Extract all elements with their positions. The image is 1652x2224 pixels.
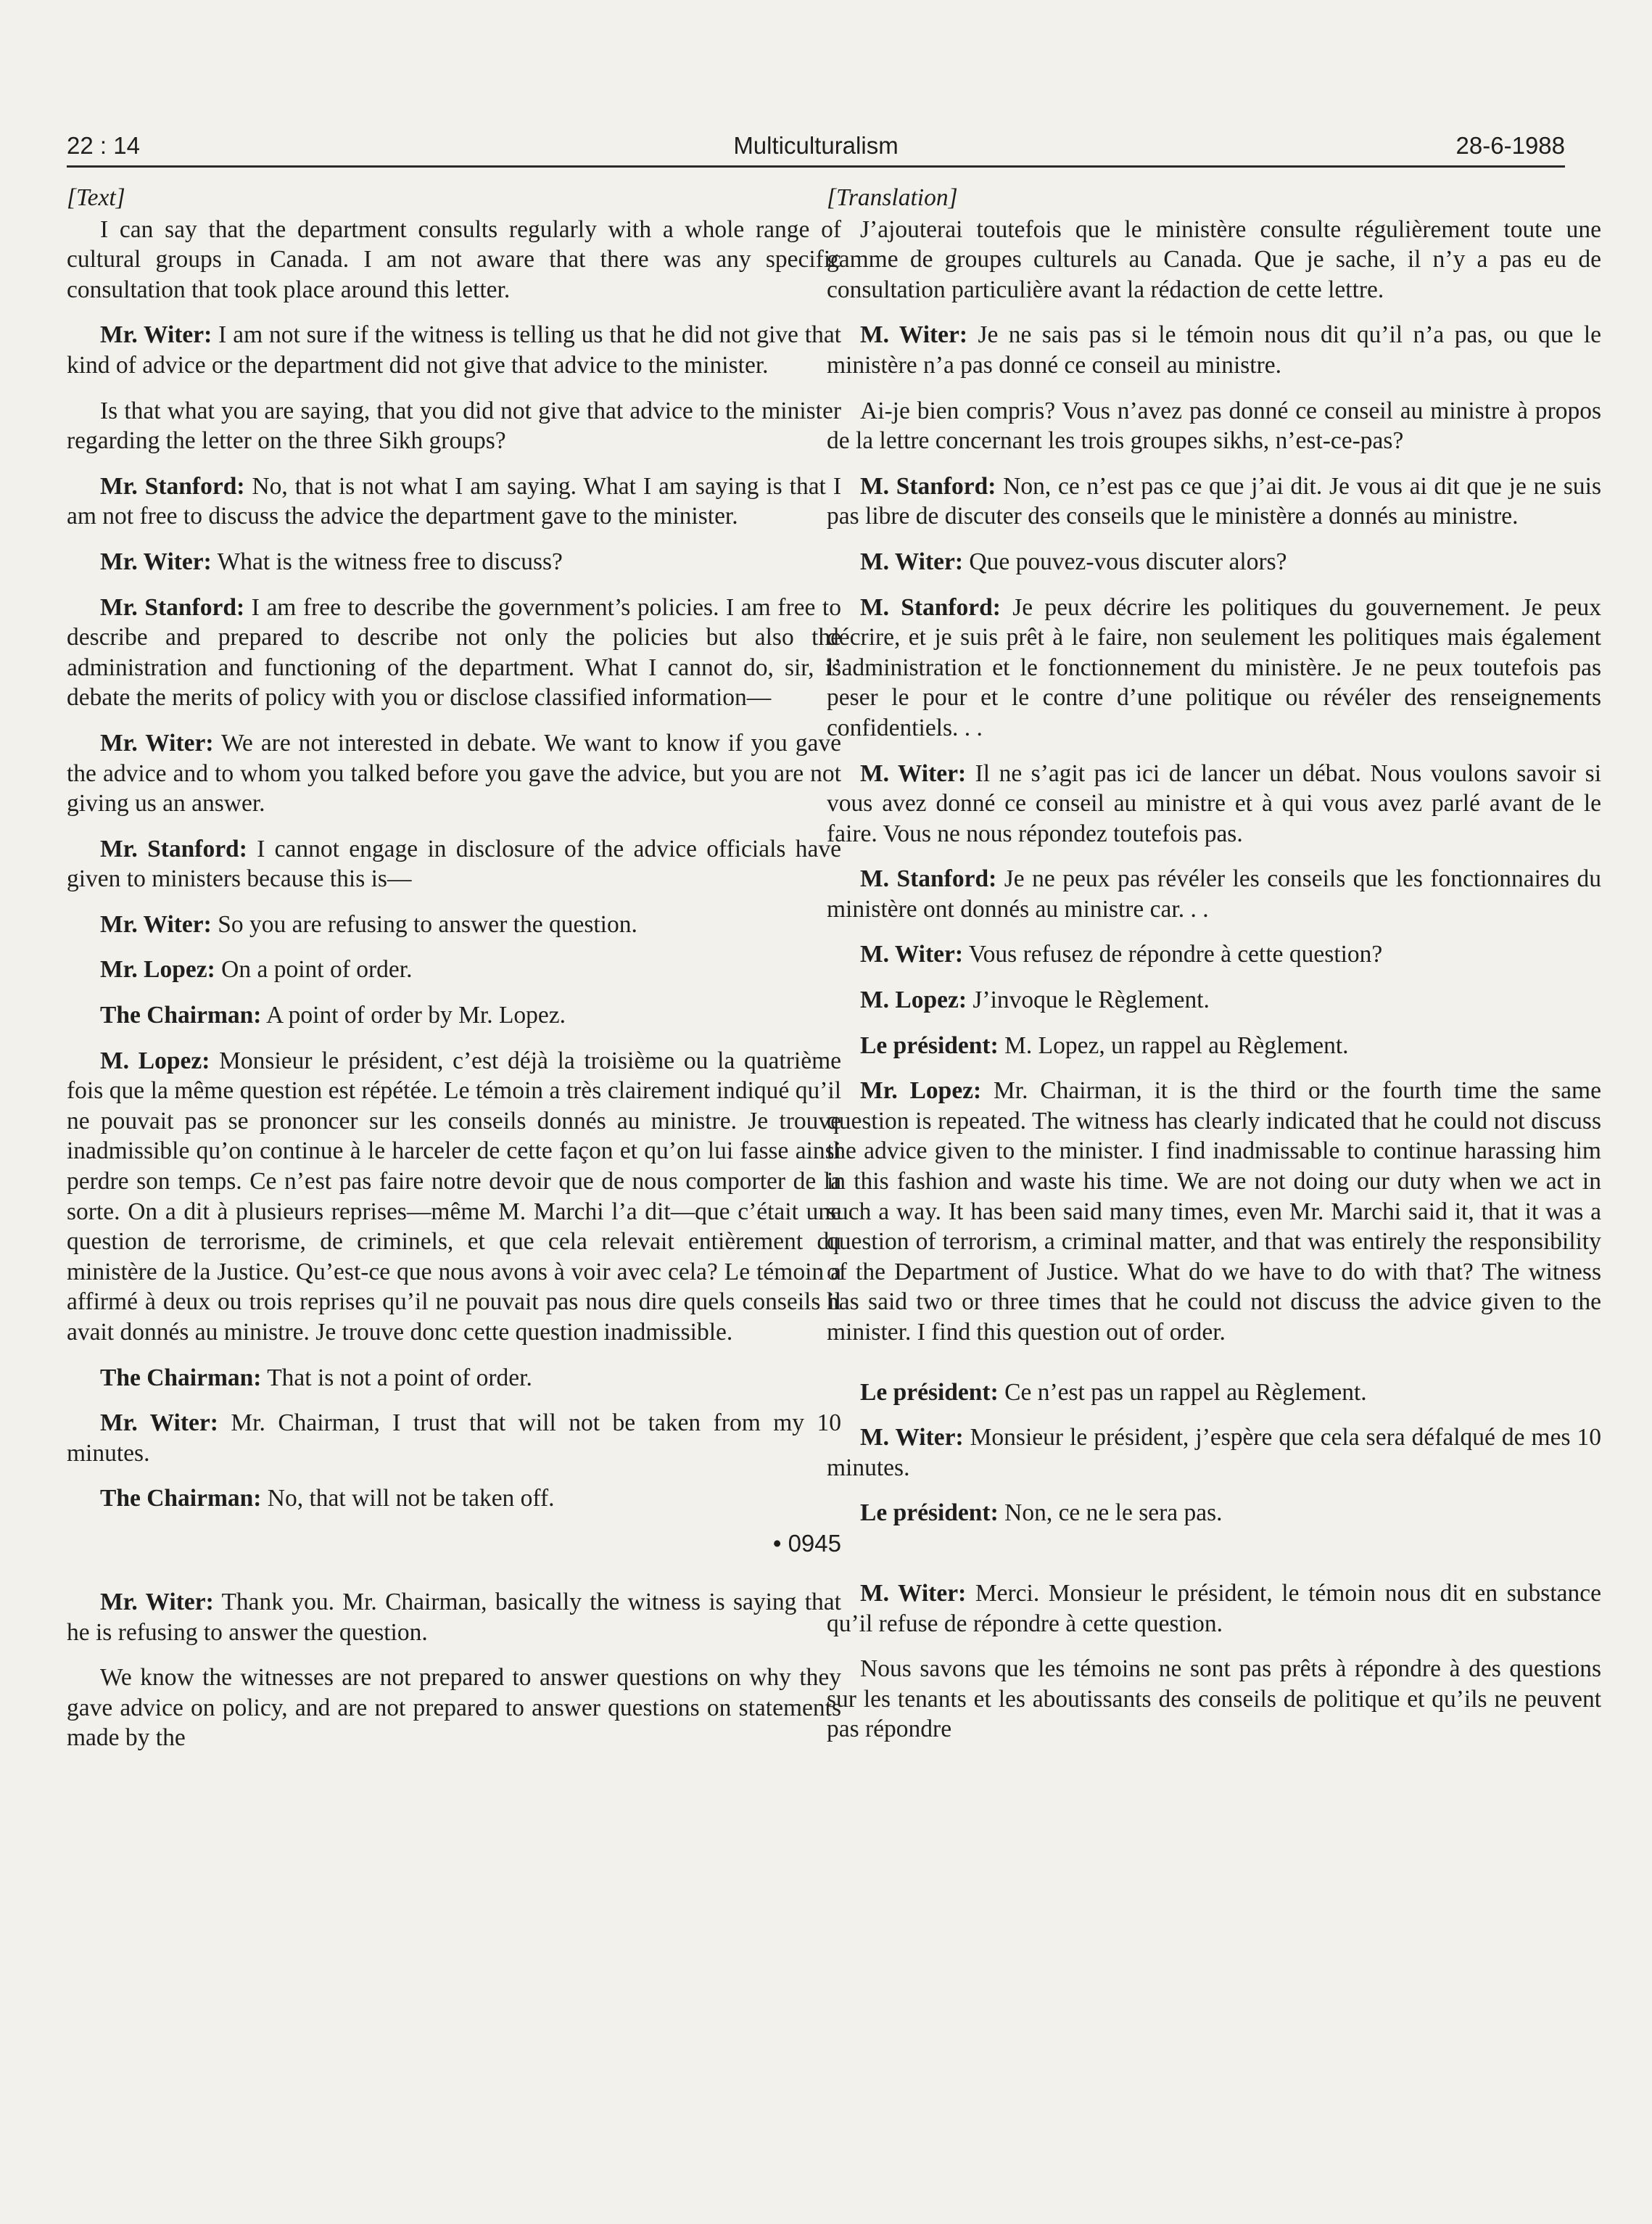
speaker-name: M. Stanford: bbox=[860, 593, 1001, 621]
paragraph bbox=[827, 1031, 1601, 1061]
paragraph bbox=[827, 1377, 1601, 1408]
paragraph bbox=[67, 320, 841, 380]
speech-text: A point of order by Mr. Lopez. bbox=[261, 1002, 566, 1029]
paragraph: Is that what you are saying, that you did not give that advice to the minister regarding the letter on the three Sikh groups? bbox=[67, 397, 841, 455]
paragraph bbox=[67, 955, 841, 985]
paragraph: Ai-je bien compris? Vous n’avez pas donné ce conseil au ministre à propos de la lettre concernant les trois groupes sikhs, n’est-ce-pas? bbox=[827, 397, 1601, 455]
paragraph bbox=[67, 910, 841, 940]
spacer bbox=[827, 1363, 1601, 1377]
speaker-name: M. Lopez: bbox=[100, 1047, 210, 1074]
speaker-name: M. Witer: bbox=[860, 759, 967, 787]
paragraph bbox=[827, 1498, 1601, 1528]
speaker-name: The Chairman: bbox=[100, 1002, 262, 1029]
paragraph bbox=[67, 1587, 841, 1647]
speaker-name: M. Stanford: bbox=[860, 865, 997, 893]
speaker-name: Mr. Witer: bbox=[100, 1588, 214, 1615]
speaker-name: M. Witer: bbox=[860, 941, 964, 968]
spacer bbox=[827, 1544, 1601, 1578]
speech-text: Je ne sais pas si le témoin nous dit qu’il n’a pas, ou que le ministère n’a pas donné ce conseil au ministre. bbox=[827, 321, 1602, 379]
paragraph bbox=[827, 471, 1601, 532]
speaker-name: M. Witer: bbox=[860, 548, 964, 575]
speaker-name: The Chairman: bbox=[100, 1364, 262, 1391]
speaker-name: Mr. Witer: bbox=[100, 729, 214, 757]
paragraph: J’ajouterai toutefois que le ministère consulte régulièrement toute une gamme de groupes culturels au Canada. Que je sache, il n’y a pas eu de consultation particulière avant la rédaction de cette lettre. bbox=[827, 215, 1601, 303]
paragraph bbox=[827, 985, 1601, 1016]
page-date: 28-6-1988 bbox=[1455, 132, 1565, 159]
running-title: Multiculturalism bbox=[733, 132, 899, 159]
speaker-name: Mr. Lopez: bbox=[100, 956, 215, 984]
page-header bbox=[67, 128, 1565, 168]
speech-text: Je ne peux pas révéler les conseils que les fonctionnaires du ministère ont donnés au ministre car. . . bbox=[827, 865, 1602, 923]
paragraph bbox=[67, 1000, 841, 1031]
speech-text: No, that is not what I am saying. What I am saying is that I am not free to discuss the advice the department gave to the minister. bbox=[67, 472, 841, 530]
speaker-name: Mr. Witer: bbox=[100, 548, 212, 575]
speech-text: Merci. Monsieur le président, le témoin nous dit en substance qu’il refuse de répondre à cette question. bbox=[827, 1579, 1601, 1637]
paragraph bbox=[67, 728, 841, 819]
speech-text: I am free to describe the government’s policies. I am free to describe and prepared to describe not only the policies but also the administration and functioning of the department. What I cannot do, sir, is debate the merits of policy with you or disclose classified information— bbox=[67, 593, 841, 712]
speaker-name: M. Lopez: bbox=[860, 987, 967, 1014]
speech-text: Il ne s’agit pas ici de lancer un débat. Nous voulons savoir si vous avez donné ce conseil au ministre et à qui vous avez parlé avant de le faire. Vous ne nous répondez toutefois pas. bbox=[827, 759, 1602, 847]
speaker-name: Le président: bbox=[860, 1031, 999, 1059]
speech-text: Monsieur le président, j’espère que cela sera défalqué de mes 10 minutes. bbox=[827, 1424, 1601, 1481]
speech-text: What is the witness free to discuss? bbox=[211, 548, 563, 575]
right-column-french bbox=[827, 183, 1601, 1760]
speech-text: On a point of order. bbox=[215, 956, 413, 984]
speech-text: M. Lopez, un rappel au Règlement. bbox=[998, 1031, 1349, 1059]
speech-text: Monsieur le président, c’est déjà la troisième ou la quatrième fois que la même question est répétée. Le témoin a très clairement indiqué qu’il ne pouvait pas se prononcer sur les conseils donnés au ministre. Je trouve inadmissible qu’on continue à le harceler de cette façon et qu’on lui fasse ainsi perdre son temps. Ce n’est pas faire notre devoir que de nous comporter de la sorte. On a dit à plusieurs reprises—même M. Marchi l’a dit—que c’était une question de terrorisme, de criminels, et que cela relevait entièrement du ministère de la Justice. Qu’est-ce que nous avons à voir avec cela? Le témoin a affirmé à deux ou trois reprises qu’il ne pouvait pas nous dire quels conseils il avait donnés au ministre. Je trouve donc cette question inadmissible. bbox=[67, 1047, 841, 1346]
speech-text: Je peux décrire les politiques du gouvernement. Je peux décrire, et je suis prêt à le faire, non seulement les politiques mais également l’administration et le fonctionnement du ministère. Je ne peux toutefois pas peser le pour et le contre d’une politique ou révéler des renseignements confidentiels. . . bbox=[827, 593, 1601, 741]
paragraph bbox=[827, 1578, 1601, 1639]
paragraph bbox=[827, 1422, 1601, 1483]
speaker-name: Mr. Witer: bbox=[100, 1409, 218, 1437]
paragraph bbox=[827, 320, 1601, 380]
time-marker: • 0945 bbox=[772, 1529, 841, 1557]
speech-text: Mr. Chairman, I trust that will not be taken from my 10 minutes. bbox=[67, 1409, 842, 1467]
paragraph bbox=[67, 1483, 841, 1514]
paragraph bbox=[827, 593, 1601, 744]
speech-text: I cannot engage in disclosure of the advice officials have given to ministers because this is— bbox=[67, 835, 841, 893]
speech-text: So you are refusing to answer the question. bbox=[211, 910, 637, 938]
speech-text: Vous refusez de répondre à cette question? bbox=[963, 941, 1383, 968]
speaker-name: Le président: bbox=[860, 1499, 999, 1527]
paragraph: We know the witnesses are not prepared to answer questions on why they gave advice on policy, and are not prepared to answer questions on statements made by the bbox=[67, 1664, 841, 1752]
speaker-name: M. Witer: bbox=[860, 1424, 964, 1451]
speech-text: J’invoque le Règlement. bbox=[967, 987, 1210, 1014]
page-number: 22 : 14 bbox=[67, 132, 140, 159]
speaker-name: The Chairman: bbox=[100, 1485, 262, 1512]
paragraph bbox=[67, 834, 841, 894]
speaker-name: Mr. Lopez: bbox=[860, 1077, 982, 1105]
speech-text: That is not a point of order. bbox=[261, 1364, 532, 1391]
paragraph: Nous savons que les témoins ne sont pas prêts à répondre à des questions sur les tenants et les aboutissants des conseils de politique et qu’ils ne peuvent pas répondre bbox=[827, 1655, 1601, 1743]
speech-text: Mr. Chairman, it is the third or the fourth time the same question is repeated. The witness has clearly indicated that he could not discuss the advice given to the minister. I find inadmissable to continue harassing him in this fashion and waste his time. We are not doing our duty when we act in such a way. It has been said many times, even Mr. Marchi said it, that it was a question of terrorism, a criminal matter, and that was entirely the responsibility of the Department of Justice. What do we have to do with that? The witness has said two or three times that he could not discuss the advice given to the minister. I find this question out of order. bbox=[827, 1077, 1601, 1346]
paragraph bbox=[827, 1076, 1601, 1347]
paragraph bbox=[827, 547, 1601, 577]
paragraph bbox=[827, 864, 1601, 924]
speech-text: I am not sure if the witness is telling us that he did not give that kind of advice or the department did not give that advice to the minister. bbox=[67, 321, 841, 379]
paragraph: I can say that the department consults regularly with a whole range of cultural groups in Canada. I am not aware that there was any specific consultation that took place around this letter. bbox=[67, 215, 841, 303]
paragraph bbox=[67, 1363, 841, 1393]
paragraph bbox=[67, 1408, 841, 1468]
paragraph bbox=[827, 939, 1601, 970]
paragraph bbox=[67, 547, 841, 577]
speech-text: Ce n’est pas un rappel au Règlement. bbox=[998, 1378, 1367, 1406]
speaker-name: Mr. Witer: bbox=[100, 910, 212, 938]
paragraph bbox=[67, 1046, 841, 1348]
speaker-name: Mr. Witer: bbox=[100, 321, 212, 349]
section-tag: [Text] bbox=[67, 184, 125, 211]
speech-text: We are not interested in debate. We want to know if you gave the advice and to whom you talked before you gave the advice, but you are not giving us an answer. bbox=[67, 729, 841, 817]
speaker-name: Le président: bbox=[860, 1378, 999, 1406]
paragraph bbox=[67, 593, 841, 713]
speaker-name: Mr. Stanford: bbox=[100, 835, 247, 862]
speaker-name: M. Witer: bbox=[860, 321, 968, 349]
speech-text: Thank you. Mr. Chairman, basically the witness is saying that he is refusing to answer the question. bbox=[67, 1588, 841, 1646]
section-tag: [Translation] bbox=[827, 184, 958, 211]
speech-text: Non, ce ne le sera pas. bbox=[998, 1499, 1223, 1527]
speech-text: No, that will not be taken off. bbox=[261, 1485, 555, 1512]
paragraph bbox=[827, 759, 1601, 849]
speaker-name: M. Witer: bbox=[860, 1579, 967, 1607]
speaker-name: M. Stanford: bbox=[860, 472, 996, 500]
speech-text: Que pouvez-vous discuter alors? bbox=[963, 548, 1287, 575]
paragraph bbox=[67, 471, 841, 532]
speech-text: Non, ce n’est pas ce que j’ai dit. Je vous ai dit que je ne suis pas libre de discuter des conseils que le ministère a donnés au ministre. bbox=[827, 472, 1601, 530]
left-column-english bbox=[67, 183, 841, 1768]
speaker-name: Mr. Stanford: bbox=[100, 593, 245, 621]
speaker-name: Mr. Stanford: bbox=[100, 472, 245, 500]
